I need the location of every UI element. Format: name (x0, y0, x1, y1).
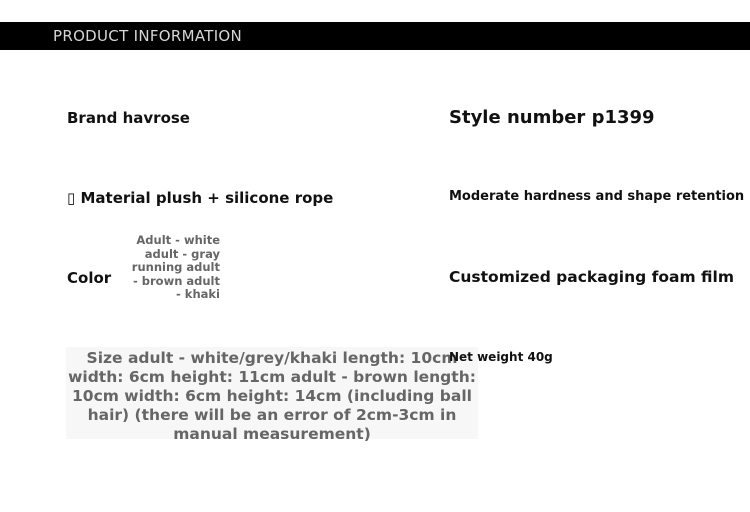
style-number-label: Style number p1399 (449, 107, 655, 128)
color-label: Color (67, 269, 112, 287)
header-bar (0, 22, 750, 50)
size-description: Size adult - white/grey/khaki length: 10cm width: 6cm height: 11cm adult - brown length: 10cm width: 6cm height: 14cm (including ball hair) (there will be an error of 2cm-3cm in manual measurement) (68, 349, 476, 443)
size-block (66, 347, 478, 443)
hardness-label: Moderate hardness and shape retention (449, 189, 745, 204)
packaging-label: Customized packaging foam film (449, 268, 734, 286)
color-options: Adult - white adult - gray running adult - brown adult - khaki (131, 233, 220, 302)
net-weight-label: Net weight 40g (449, 350, 553, 364)
brand-label: Brand havrose (67, 109, 190, 127)
header-title: PRODUCT INFORMATION (53, 27, 243, 45)
material-label: ▯ Material plush + silicone rope (67, 189, 334, 207)
